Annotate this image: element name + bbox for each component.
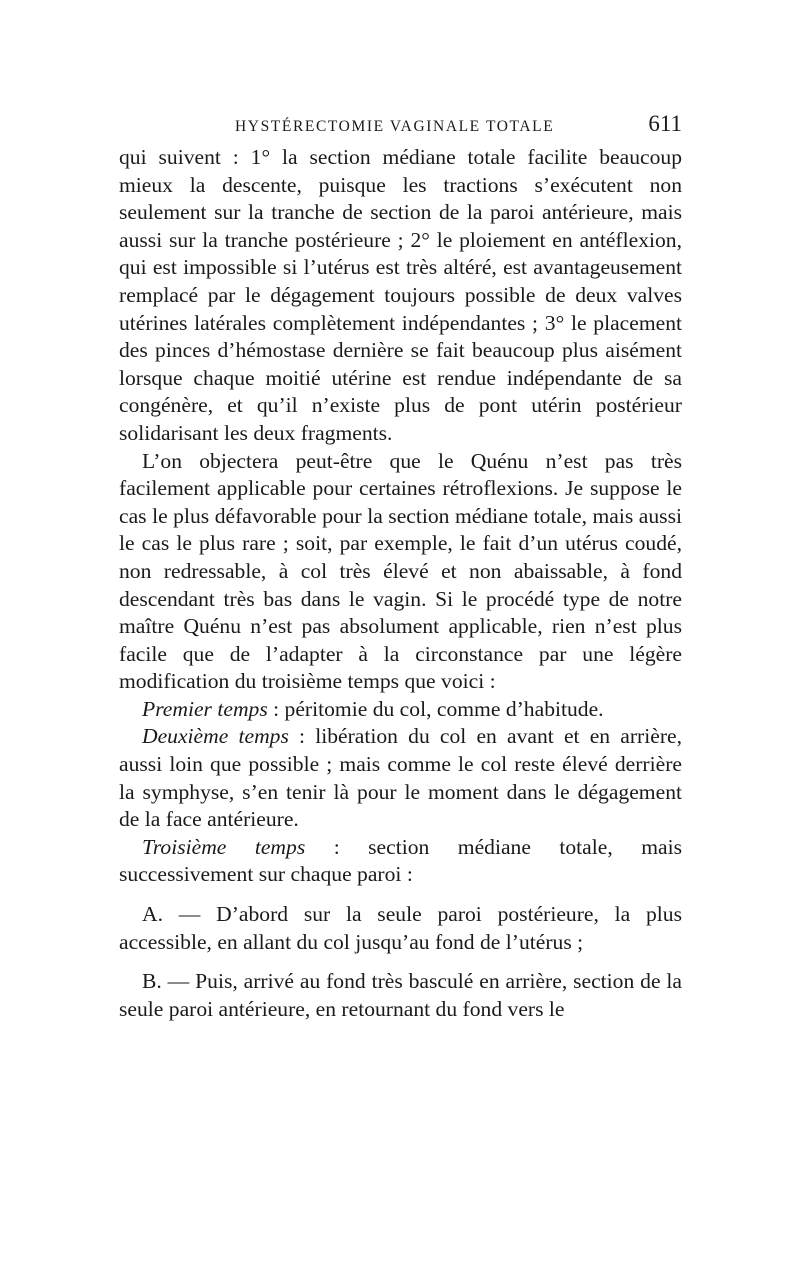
step-text-1: : péritomie du col, comme d’habitude. <box>267 696 604 721</box>
paragraph-5 <box>119 834 682 889</box>
step-text-3: : section médiane totale, mais successivement sur chaque paroi : <box>119 834 682 887</box>
step-text-2: : libération du col en avant et en arrière, aussi loin que possible ; mais comme le col reste élevé derrière la symphyse, s’en tenir là pour le moment dans le dégagement de la face antérieure. <box>119 724 682 832</box>
page-number: 611 <box>648 111 682 136</box>
body-text <box>119 144 682 1023</box>
paragraph-2: L’on objectera peut-être que le Quénu n’est pas très facilement applicable pour certaines rétroflexions. Je suppose le cas le plus défavorable pour la section médiane totale, mais aussi le cas le plus rare ; soit, par exemple, le fait d’un utérus coudé, non redressable, à col très élevé et non abaissable, à fond descendant très bas dans le vagin. Si le procédé type de notre maître Quénu n’est pas absolument applicable, rien n’est plus facile que de l’adapter à la circonstance par une légère modification du troisième temps que voici : <box>119 448 682 694</box>
paragraph-7: B. — Puis, arrivé au fond très basculé en arrière, section de la seule paroi antérieure, en retournant du fond vers le <box>119 969 682 1021</box>
step-label-1: Premier temps <box>142 696 268 721</box>
paragraph-6: A. — D’abord sur la seule paroi postérieure, la plus accessible, en allant du col jusqu’au fond de l’utérus ; <box>119 902 682 954</box>
page-header <box>119 113 682 143</box>
paragraph-1: qui suivent : 1° la section médiane totale facilite beaucoup mieux la descente, puisque les tractions s’exécutent non seulement sur la tranche de section de la paroi antérieure, mais aussi sur la tranche postérieure ; 2° le ploiement en antéflexion, qui est impossible si l’utérus est très altéré, est avantageusement remplacé par le dégagement toujours possible de deux valves utérines latérales complètement indépendantes ; 3° le placement des pinces d’hémostase dernière se fait beaucoup plus aisément lorsque chaque moitié utérine est rendue indépendante de sa congénère, et qu’il n’existe plus de pont utérin postérieur solidarisant les deux fragments. <box>119 145 682 445</box>
step-label-3: Troisième temps <box>142 834 306 859</box>
step-label-2: Deuxième temps <box>142 724 289 749</box>
paragraph-4 <box>119 723 682 833</box>
paragraph-3 <box>119 696 682 724</box>
running-title: HYSTÉRECTOMIE VAGINALE TOTALE <box>235 118 555 135</box>
